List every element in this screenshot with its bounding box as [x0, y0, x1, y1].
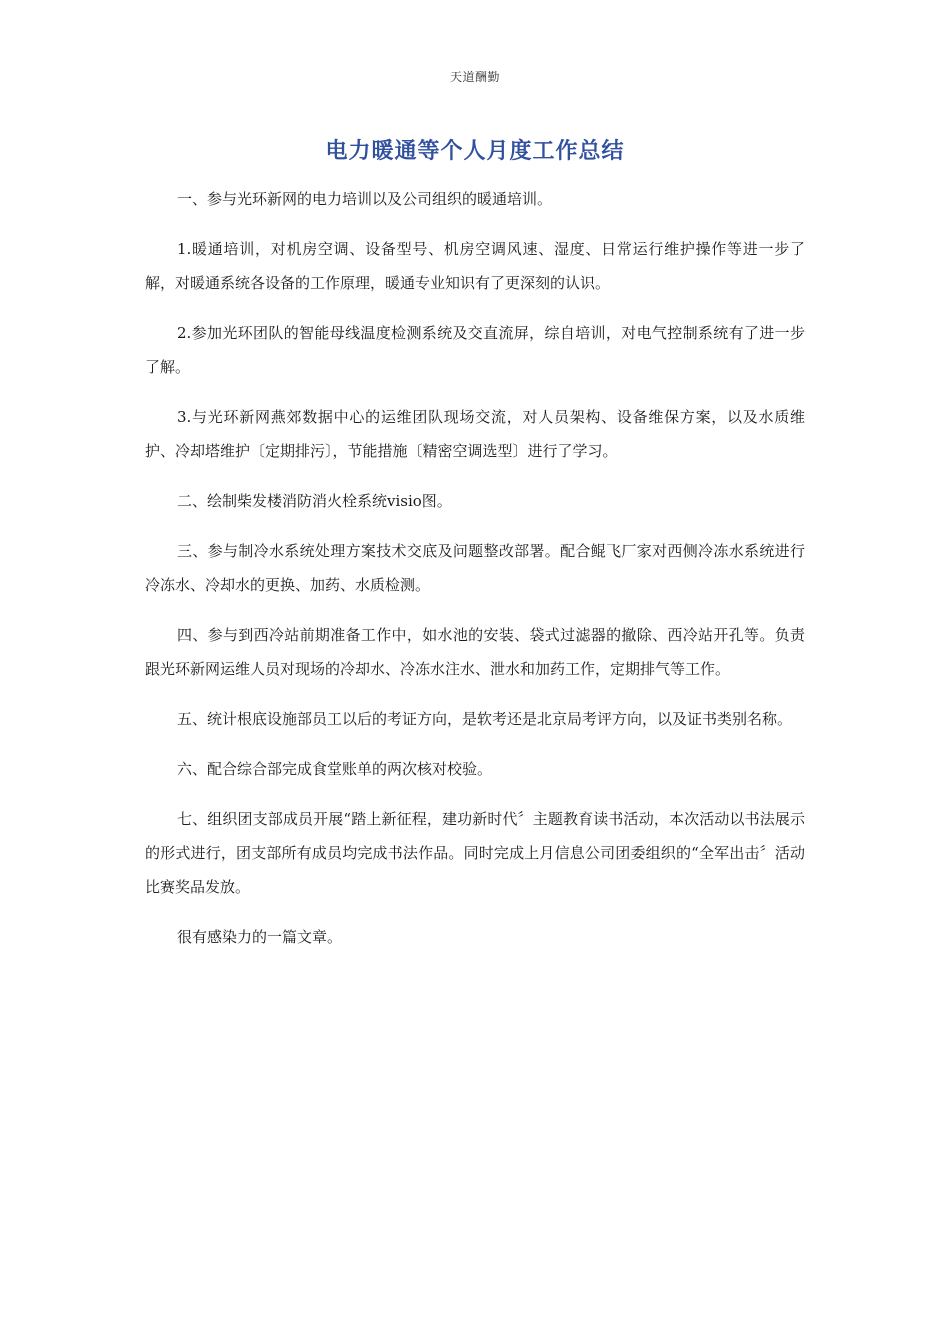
- paragraph-6: 三、参与制冷水系统处理方案技术交底及问题整改部署。配合鲲飞厂家对西侧冷冻水系统进行冷冻水、冷却水的更换、加药、水质检测。: [145, 542, 805, 594]
- paragraph-7: 四、参与到西冷站前期准备工作中，如水池的安装、袋式过滤器的撤除、西冷站开孔等。负责跟光环新网运维人员对现场的冷却水、冷冻水注水、泄水和加药工作，定期排气等工作。: [145, 626, 805, 678]
- paragraph-10: 七、组织团支部成员开展“踏上新征程，建功新时代〞主题教育读书活动，本次活动以书法展示的形式进行，团支部所有成员均完成书法作品。同时完成上月信息公司团委组织的“全军出击〞活动比赛奖品发放。: [145, 810, 805, 896]
- paragraph-5: 二、绘制柴发楼消防消火栓系统visio图。: [177, 492, 452, 510]
- paragraph-2: 1.暖通培训，对机房空调、设备型号、机房空调风速、湿度、日常运行维护操作等进一步了解，对暖通系统各设备的工作原理，暖通专业知识有了更深刻的认识。: [145, 240, 805, 292]
- paragraph-3: 2.参加光环团队的智能母线温度检测系统及交直流屏，综自培训，对电气控制系统有了进一步了解。: [145, 324, 805, 376]
- paragraph-8: 五、统计根底设施部员工以后的考证方向，是软考还是北京局考评方向，以及证书类别名称。: [177, 710, 793, 728]
- paragraph-9: 六、配合综合部完成食堂账单的两次核对校验。: [177, 760, 493, 778]
- page-header: 天道酬勤: [449, 70, 500, 84]
- document-body: [145, 182, 805, 970]
- paragraph-4: 3.与光环新网燕郊数据中心的运维团队现场交流，对人员架构、设备维保方案，以及水质维护、冷却塔维护〔定期排污〕，节能措施〔精密空调选型〕进行了学习。: [145, 408, 805, 460]
- document-title: 电力暖通等个人月度工作总结: [325, 139, 625, 164]
- paragraph-1: 一、参与光环新网的电力培训以及公司组织的暖通培训。: [177, 190, 553, 208]
- paragraph-11: 很有感染力的一篇文章。: [177, 928, 343, 946]
